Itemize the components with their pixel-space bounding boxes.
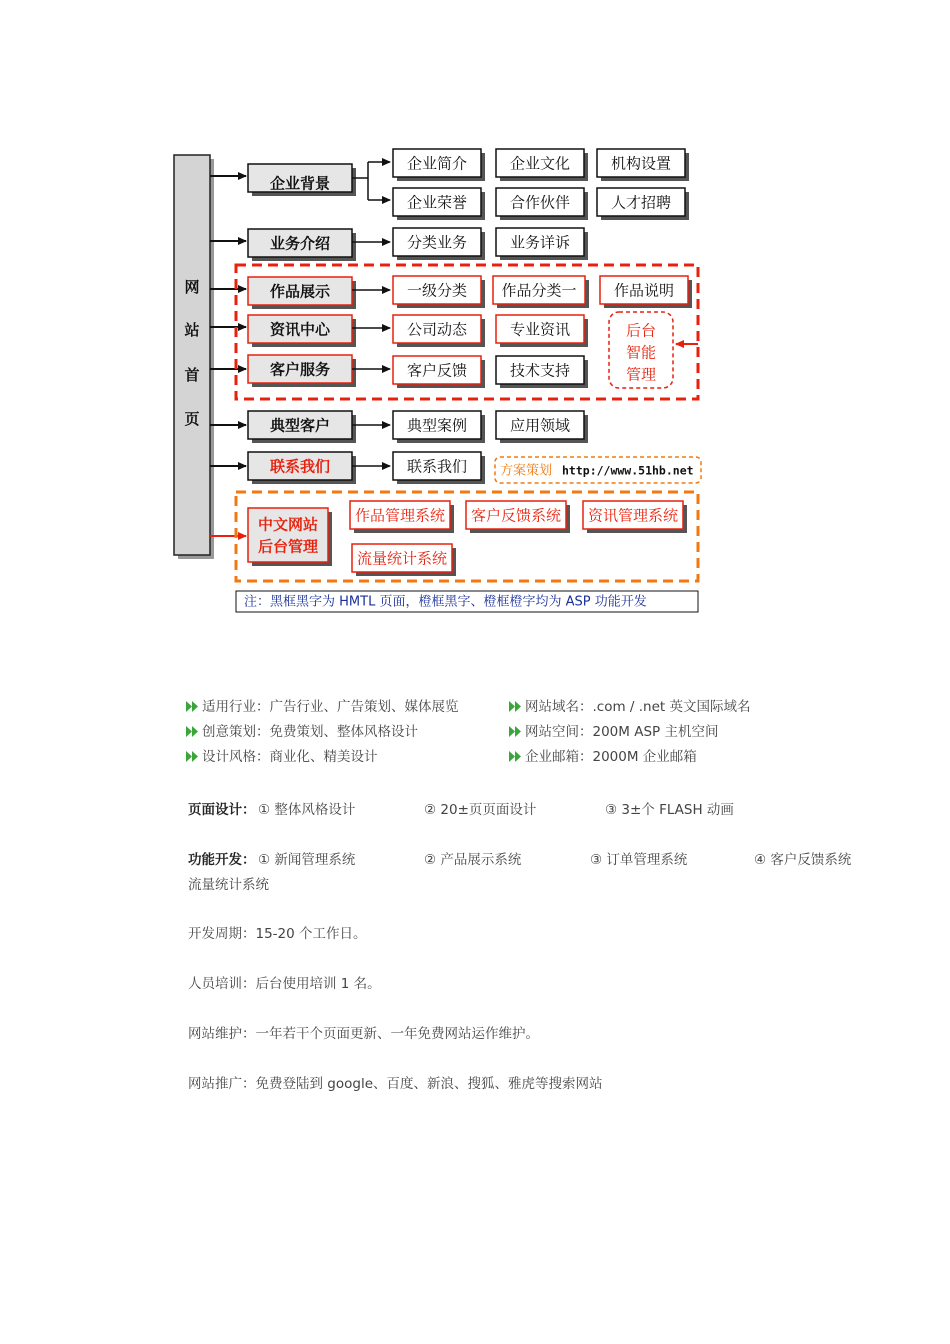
feature-item <box>509 720 718 740</box>
home-char-2: 站 <box>184 321 200 339</box>
feature-item <box>509 745 697 765</box>
svg-text:作品展示: 作品展示 <box>269 282 331 301</box>
child-box <box>496 188 588 220</box>
svg-text:专业资讯: 专业资讯 <box>509 320 571 339</box>
planning-note <box>495 457 701 483</box>
admin-system-box <box>466 501 570 533</box>
svg-text:作品管理系统: 作品管理系统 <box>354 506 446 525</box>
svg-text:流量统计系统: 流量统计系统 <box>356 549 448 568</box>
function-dev-row <box>188 848 256 868</box>
svg-text:应用领域: 应用领域 <box>509 416 571 435</box>
site-promotion: 网站推广：免费登陆到 google、百度、新浪、搜狐、雅虎等搜索网站 <box>188 1076 603 1092</box>
sitemap-diagram <box>0 0 950 630</box>
site-maintenance: 网站维护：一年若干个页面更新、一年免费网站运作维护。 <box>188 1026 539 1042</box>
function-dev-item: ① 新闻管理系统 <box>258 852 356 868</box>
feature-text: 网站空间：200M ASP 主机空间 <box>525 724 719 740</box>
category-clients <box>248 411 356 443</box>
feature-text: 企业邮箱：2000M 企业邮箱 <box>525 749 697 765</box>
home-column <box>174 155 214 559</box>
category-admin <box>248 508 332 566</box>
category-business <box>248 229 356 261</box>
function-dev-item: ④ 客户反馈系统 <box>754 852 852 868</box>
page-design-item: ① 整体风格设计 <box>258 802 356 818</box>
svg-text:机构设置: 机构设置 <box>610 154 672 173</box>
function-dev-item: ② 产品展示系统 <box>424 852 522 868</box>
child-box <box>393 452 485 484</box>
svg-text:一级分类: 一级分类 <box>406 281 468 300</box>
category-contact <box>248 452 356 484</box>
svg-text:技术支持: 技术支持 <box>509 361 571 380</box>
home-char-1: 网 <box>184 278 200 296</box>
double-arrow-icon <box>509 751 523 762</box>
child-box-asp <box>493 276 589 308</box>
feature-text: 网站域名：.com / .net 英文国际域名 <box>525 699 751 715</box>
staff-training: 人员培训：后台使用培训 1 名。 <box>188 976 381 992</box>
category-enterprise-bg <box>248 164 356 196</box>
child-box <box>496 228 588 260</box>
admin-system-box <box>583 501 687 533</box>
child-box <box>393 188 485 220</box>
child-box <box>393 149 485 181</box>
svg-text:联系我们: 联系我们 <box>406 457 468 476</box>
double-arrow-icon <box>186 726 200 737</box>
category-works <box>248 277 356 309</box>
svg-text:http://www.51hb.net: http://www.51hb.net <box>562 463 694 478</box>
smart-admin-badge <box>609 312 673 388</box>
feature-item <box>509 695 751 715</box>
svg-text:客户反馈: 客户反馈 <box>406 361 468 380</box>
svg-text:资讯管理系统: 资讯管理系统 <box>587 506 679 525</box>
svg-text:合作伙伴: 合作伙伴 <box>509 193 571 212</box>
child-box-asp <box>393 276 485 308</box>
svg-text:作品分类一: 作品分类一 <box>501 281 577 300</box>
home-char-4: 页 <box>184 410 200 428</box>
feature-item <box>186 745 378 765</box>
svg-text:人才招聘: 人才招聘 <box>610 193 672 212</box>
home-arrows <box>210 176 246 466</box>
child-box <box>496 411 588 443</box>
svg-text:智能: 智能 <box>625 343 657 362</box>
child-box-asp <box>393 356 485 388</box>
page-design-row <box>188 798 256 818</box>
svg-text:企业荣誉: 企业荣誉 <box>406 193 468 212</box>
diagram-footnote <box>236 591 698 612</box>
svg-text:后台管理: 后台管理 <box>257 537 319 556</box>
function-dev-extra: 流量统计系统 <box>188 877 269 893</box>
feature-text: 设计风格：商业化、精美设计 <box>202 749 378 765</box>
double-arrow-icon <box>509 726 523 737</box>
dev-cycle: 开发周期：15-20 个工作日。 <box>188 926 367 942</box>
admin-system-box <box>350 501 454 533</box>
svg-text:典型客户: 典型客户 <box>269 416 331 435</box>
svg-text:业务介绍: 业务介绍 <box>269 234 331 253</box>
child-box <box>393 228 485 260</box>
svg-text:客户服务: 客户服务 <box>269 360 331 379</box>
svg-text:后台: 后台 <box>625 321 657 340</box>
svg-text:企业背景: 企业背景 <box>269 174 331 193</box>
svg-text:管理: 管理 <box>625 365 657 384</box>
svg-text:典型案例: 典型案例 <box>406 416 468 435</box>
svg-text:企业简介: 企业简介 <box>406 154 468 173</box>
svg-text:方案策划: 方案策划 <box>500 463 553 479</box>
page-design-item: ③ 3±个 FLASH 动画 <box>605 802 734 818</box>
child-box-asp <box>600 276 692 308</box>
feature-item <box>186 695 459 715</box>
home-char-3: 首 <box>184 366 200 384</box>
svg-text:注：黑框黑字为 HMTL 页面，橙框黑字、橙框橙字均为 AS: 注：黑框黑字为 HMTL 页面，橙框黑字、橙框橙字均为 ASP 功能开发 <box>244 594 647 610</box>
function-dev-item: ③ 订单管理系统 <box>590 852 688 868</box>
page-design-label: 页面设计： <box>188 802 256 818</box>
feature-item <box>186 720 418 740</box>
child-box <box>597 188 689 220</box>
branch-arrows <box>352 162 390 466</box>
svg-text:联系我们: 联系我们 <box>269 457 331 476</box>
double-arrow-icon <box>509 701 523 712</box>
child-box <box>496 356 588 388</box>
svg-text:客户反馈系统: 客户反馈系统 <box>470 506 562 525</box>
svg-text:企业文化: 企业文化 <box>509 154 571 173</box>
svg-text:中文网站: 中文网站 <box>257 515 319 534</box>
double-arrow-icon <box>186 751 200 762</box>
child-box <box>393 411 485 443</box>
feature-text: 创意策划：免费策划、整体风格设计 <box>202 724 418 740</box>
child-box-asp <box>496 315 588 347</box>
svg-text:公司动态: 公司动态 <box>406 320 468 339</box>
svg-text:作品说明: 作品说明 <box>613 281 675 300</box>
feature-text: 适用行业：广告行业、广告策划、媒体展览 <box>202 699 459 715</box>
svg-text:资讯中心: 资讯中心 <box>269 320 331 339</box>
category-service <box>248 355 356 387</box>
page-design-item: ② 20±页页面设计 <box>424 802 537 818</box>
admin-system-box <box>352 544 456 576</box>
child-box-asp <box>393 315 485 347</box>
child-box <box>597 149 689 181</box>
double-arrow-icon <box>186 701 200 712</box>
child-box <box>496 149 588 181</box>
category-news <box>248 315 356 347</box>
svg-text:业务详诉: 业务详诉 <box>509 233 571 252</box>
svg-text:分类业务: 分类业务 <box>406 233 468 252</box>
function-dev-label: 功能开发： <box>188 852 256 868</box>
